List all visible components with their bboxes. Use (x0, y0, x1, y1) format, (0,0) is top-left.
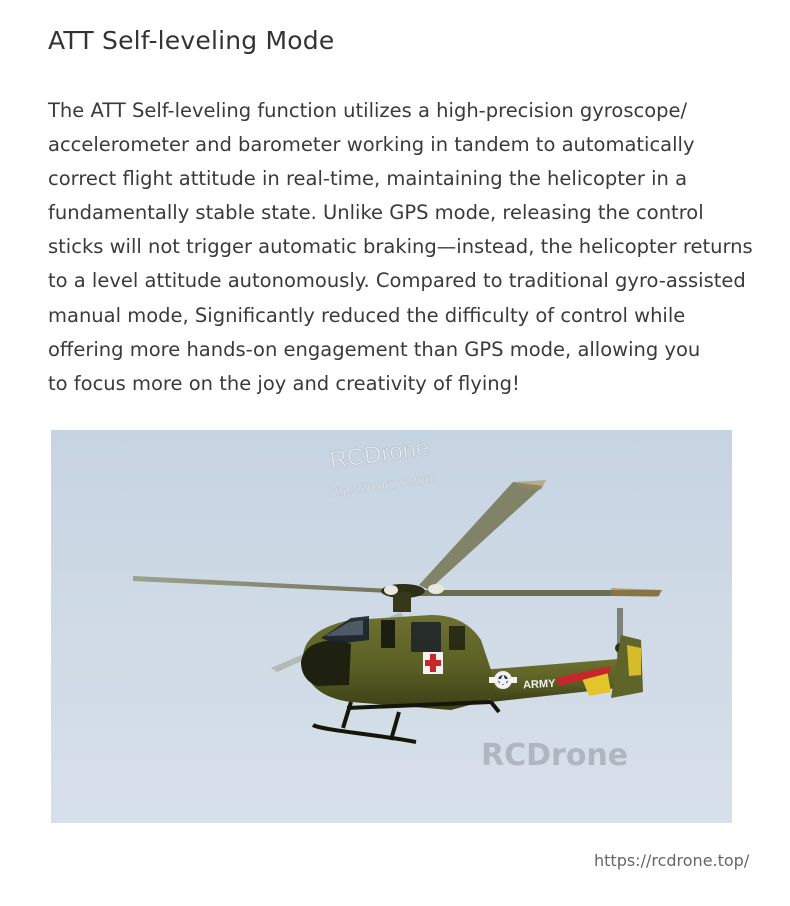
paragraph-line: sticks will not trigger automatic braking—instead, the helicopter returns (48, 235, 753, 259)
description-paragraph (48, 94, 768, 401)
page-title: ATT Self-leveling Mode (48, 26, 335, 55)
helicopter-photo (51, 430, 732, 823)
watermark-logo-text: RCDrone (328, 433, 431, 475)
paragraph-line: to a level attitude autonomously. Compared to traditional gyro-assisted (48, 269, 746, 293)
watermark-url-text: https://rcdrone.top/ (327, 470, 437, 501)
paragraph-line: The ATT Self-leveling function utilizes a high-precision gyroscope/ (48, 99, 688, 122)
paragraph-line: offering more hands-on engagement than GPS mode, allowing you (48, 337, 701, 361)
paragraph-line: to focus more on the joy and creativity of flying! (48, 371, 520, 395)
landing-skids (313, 702, 499, 742)
fuselage-army-text: ARMY (522, 677, 556, 692)
watermark-logo (322, 433, 437, 500)
paragraph-line: fundamentally stable state. Unlike GPS mode, releasing the control (48, 201, 704, 225)
watermark-corner-text: RCDrone (481, 738, 629, 773)
footer-url[interactable]: https://rcdrone.top/ (594, 851, 750, 870)
paragraph-line: accelerometer and barometer working in tandem to automatically (48, 133, 695, 157)
paragraph-line: correct flight attitude in real-time, maintaining the helicopter in a (48, 167, 688, 191)
paragraph-line: manual mode, Significantly reduced the difficulty of control while (48, 303, 686, 327)
